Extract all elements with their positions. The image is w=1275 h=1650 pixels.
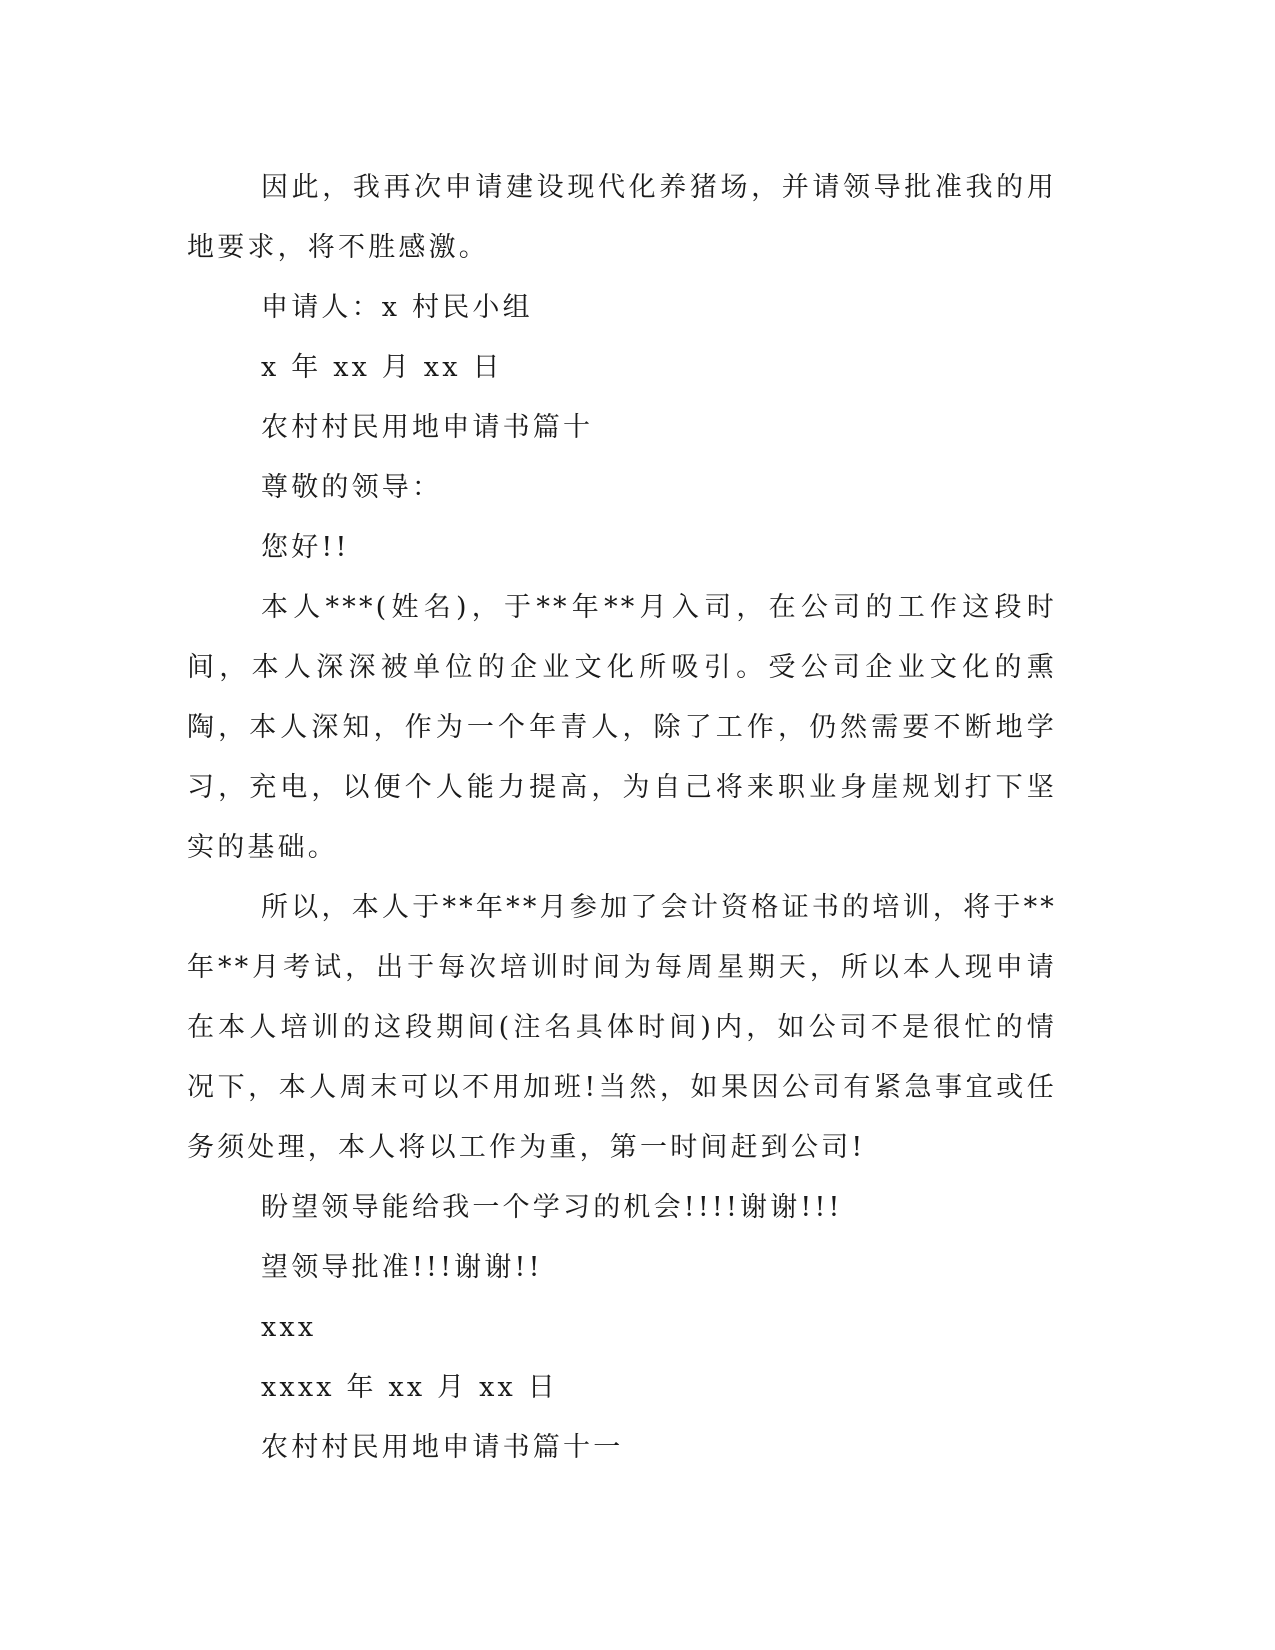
paragraph-greeting: 您好!! — [261, 532, 350, 563]
paragraph-training-request: 所以，本人于**年**月参加了会计资格证书的培训，将于**年**月考试，出于每次培训时间为每周星期天，所以本人现申请在本人培训的这段期间(注名具体时间)内，如公司不是很忙的情况下，本人周末可以不用加班!当然，如果因公司有紧急事宜或任务须处理，本人将以工作为重，第一时间赶到公司! — [187, 892, 1057, 1163]
paragraph-salutation: 尊敬的领导： — [261, 472, 443, 503]
section-heading-eleven: 农村村民用地申请书篇十一 — [261, 1432, 624, 1463]
paragraph-introduction: 本人***(姓名)，于**年**月入司，在公司的工作这段时间，本人深深被单位的企业文化所吸引。受公司企业文化的熏陶，本人深知，作为一个年青人，除了工作，仍然需要不断地学习，充电，以便个人能力提高，为自己将来职业身崖规划打下坚实的基础。 — [187, 592, 1057, 863]
paragraph-signature-date: xxxx 年 xx 月 xx 日 — [261, 1372, 558, 1403]
paragraph-approval: 望领导批准!!!谢谢!! — [261, 1252, 543, 1283]
paragraph-hope: 盼望领导能给我一个学习的机会!!!!谢谢!!! — [261, 1192, 843, 1223]
paragraph-closing-request: 因此，我再次申请建设现代化养猪场，并请领导批准我的用地要求，将不胜感激。 — [187, 172, 1057, 263]
section-heading-ten: 农村村民用地申请书篇十 — [261, 412, 594, 443]
document-body — [187, 158, 1057, 1478]
paragraph-applicant: 申请人：x 村民小组 — [261, 292, 533, 323]
paragraph-date: x 年 xx 月 xx 日 — [261, 352, 503, 383]
paragraph-signature: xxx — [261, 1312, 317, 1343]
